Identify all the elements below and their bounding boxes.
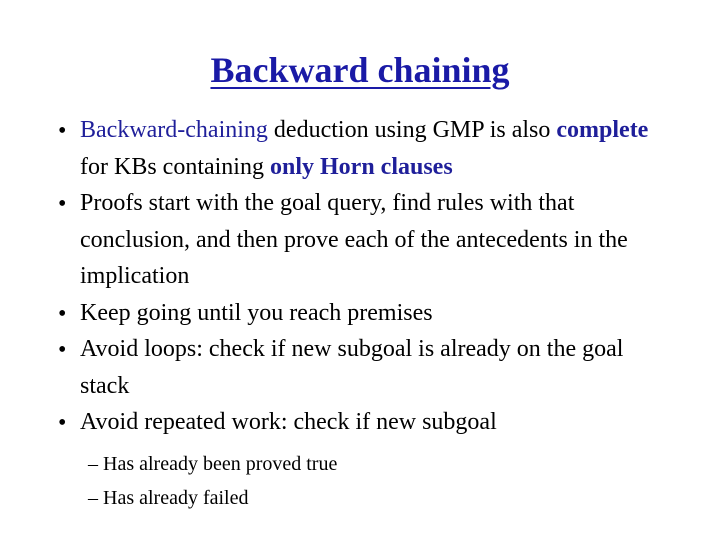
bullet-item	[58, 404, 678, 441]
sub-bullet-text: Has already been proved true	[103, 453, 338, 475]
highlight-term: Backward-chaining	[80, 117, 268, 143]
highlight-term: only Horn clauses	[269, 153, 453, 180]
dash-symbol: –	[88, 453, 98, 475]
bullet-symbol: •	[58, 410, 67, 436]
bullet-item	[58, 112, 678, 185]
text-segment: for KBs containing	[80, 153, 270, 180]
bullet-text: Avoid repeated work: check if new subgoal	[80, 409, 497, 435]
bullet-text	[80, 112, 678, 185]
bullet-item	[58, 331, 678, 404]
slide-title-text: Backward chaining	[210, 50, 510, 90]
bullet-text: Keep going until you reach premises	[80, 299, 433, 326]
bullet-text: Avoid loops: check if new subgoal is already on the goal stack	[80, 336, 624, 399]
bullet-list	[58, 112, 678, 441]
slide-title	[0, 48, 720, 92]
sub-bullet-item	[88, 481, 337, 515]
bullet-symbol: •	[58, 118, 67, 144]
dash-symbol: –	[88, 487, 98, 509]
bullet-symbol: •	[58, 191, 67, 217]
bullet-symbol: •	[58, 300, 67, 327]
bullet-text: Proofs start with the goal query, find rules with that conclusion, and then prove each of the antecedents in the implication	[80, 190, 628, 289]
sub-bullet-list	[88, 447, 337, 515]
bullet-item	[58, 295, 678, 332]
highlight-term: complete	[556, 117, 649, 143]
bullet-item	[58, 185, 678, 295]
bullet-symbol: •	[58, 337, 67, 363]
sub-bullet-text: Has already failed	[103, 487, 249, 509]
sub-bullet-item	[88, 447, 337, 481]
text-segment: deduction using GMP is also	[267, 117, 557, 143]
